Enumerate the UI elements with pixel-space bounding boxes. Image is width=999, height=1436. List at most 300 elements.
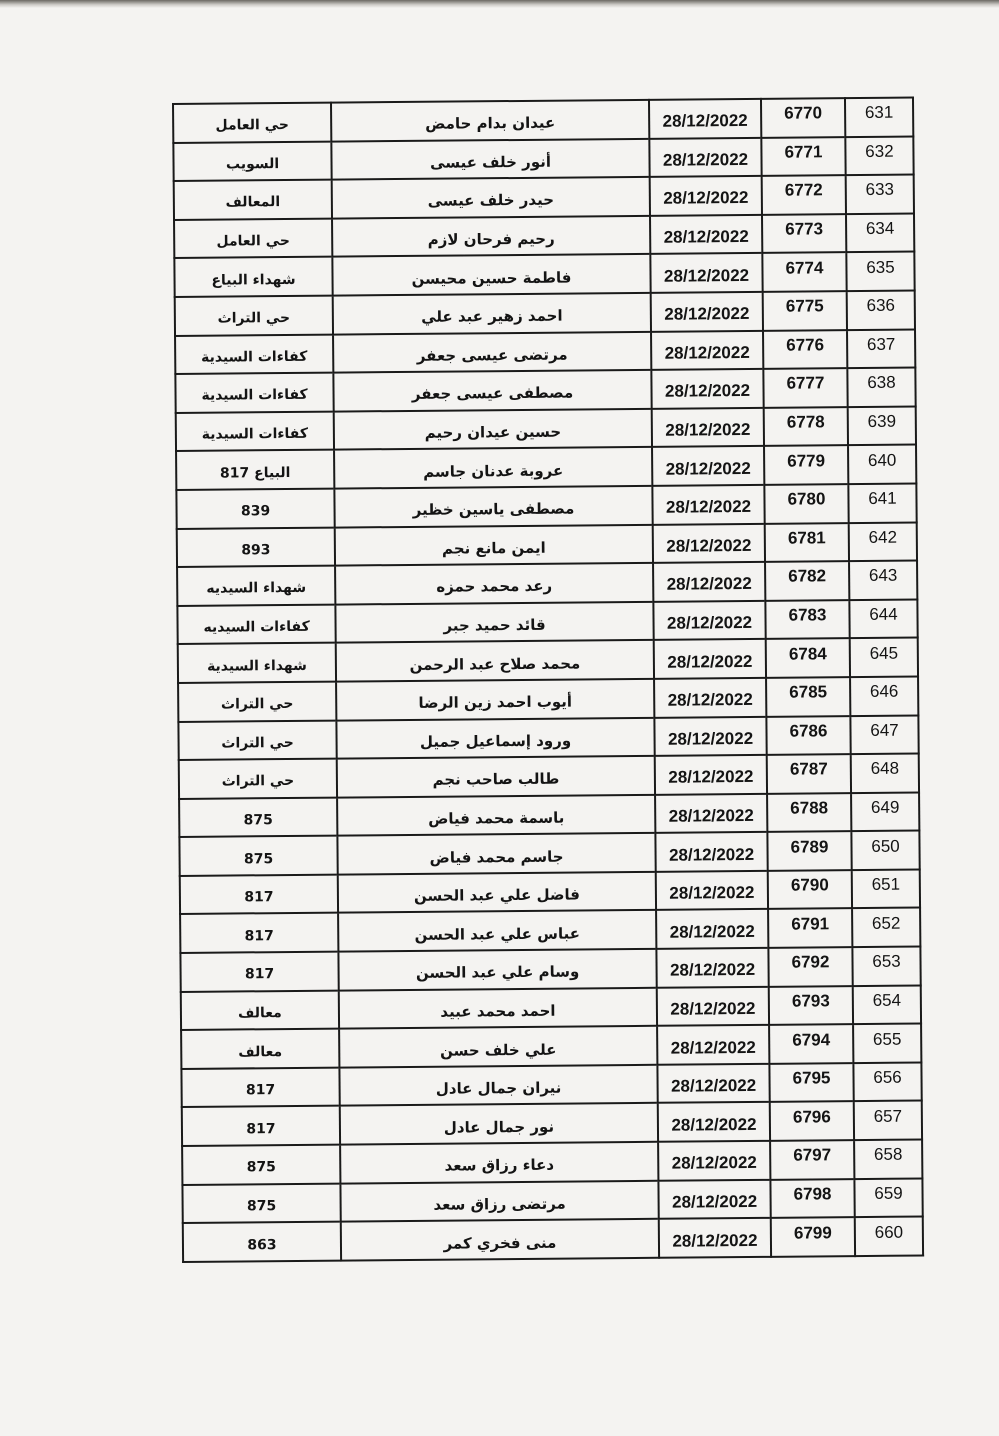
record-number-cell-text: 6772: [784, 180, 823, 201]
date-cell: [655, 755, 767, 795]
date-cell-text: 28/12/2022: [664, 342, 750, 363]
serial-number-cell-text: 652: [871, 913, 901, 933]
date-cell-text: 28/12/2022: [670, 998, 756, 1019]
record-number-cell-text: 6790: [790, 875, 829, 895]
full-name-cell: [339, 987, 657, 1028]
record-number-cell-text: 6786: [789, 721, 828, 741]
full-name-cell-text: حيدر خلف عيسى: [427, 191, 555, 211]
date-cell-text: 28/12/2022: [663, 188, 749, 209]
record-number-cell-text: 6795: [792, 1068, 831, 1088]
full-name-cell-text: احمد زهير عبد علي: [421, 306, 563, 327]
serial-number-cell-text: 644: [869, 604, 898, 624]
full-name-cell-text: نور جمال عادل: [443, 1117, 555, 1137]
record-number-cell-text: 6797: [793, 1145, 832, 1165]
date-cell: [658, 1179, 770, 1219]
serial-number-cell: [849, 561, 917, 600]
date-cell-text: 28/12/2022: [671, 1191, 758, 1212]
page-top-edge-shadow: [0, 0, 999, 8]
table-row: [177, 561, 917, 606]
full-name-cell-text: ورود إسماعيل جميل: [419, 731, 572, 751]
date-cell: [656, 871, 768, 911]
date-cell: [654, 639, 766, 679]
serial-number-cell: [847, 329, 915, 368]
record-number-cell: [763, 368, 847, 407]
date-cell-text: 28/12/2022: [665, 420, 751, 440]
full-name-cell: [334, 409, 652, 450]
serial-number-cell: [854, 1140, 922, 1179]
location-cell: [182, 1183, 340, 1223]
table-row: [179, 792, 919, 837]
record-number-cell-text: 6774: [785, 257, 824, 278]
record-number-cell-text: 6799: [793, 1222, 832, 1243]
location-cell: [182, 1145, 340, 1185]
full-name-cell: [333, 331, 651, 372]
table-row: [175, 368, 915, 413]
date-cell: [653, 562, 765, 602]
record-number-cell: [769, 1063, 853, 1102]
record-number-cell: [767, 754, 851, 793]
location-cell: [179, 836, 337, 876]
full-name-cell-text: وسام علي عبد الحسن: [415, 962, 580, 983]
document-sheet: [172, 97, 917, 1325]
full-name-cell-text: دعاء رزاق سعد: [444, 1156, 555, 1175]
record-number-cell: [770, 1179, 854, 1218]
full-name-cell: [332, 177, 650, 218]
location-cell-text: كفاءات السيدية: [201, 387, 308, 405]
serial-number-cell: [845, 98, 913, 137]
location-cell-text: حي العامل: [215, 117, 290, 134]
date-cell-text: 28/12/2022: [667, 728, 754, 749]
full-name-cell: [338, 910, 656, 951]
location-cell: [176, 450, 334, 490]
full-name-cell: [337, 756, 655, 797]
full-name-cell-text: عروبة عدنان جاسم: [423, 461, 564, 481]
serial-number-cell: [853, 985, 921, 1024]
table-row: [175, 329, 915, 374]
table-row: [174, 213, 914, 258]
record-number-cell: [765, 561, 849, 600]
serial-number-cell-text: 636: [866, 295, 896, 316]
table-row: [175, 290, 915, 335]
full-name-cell: [336, 640, 654, 681]
record-number-cell-text: 6773: [785, 219, 824, 239]
full-name-cell-text: ايمن مانع نجم: [441, 538, 546, 558]
table-row: [181, 985, 921, 1030]
location-cell-text: شهداء السيديه: [206, 580, 307, 598]
date-cell: [650, 176, 762, 216]
record-number-cell-text: 6782: [788, 566, 827, 587]
full-name-cell: [339, 1065, 657, 1106]
serial-number-cell-text: 632: [865, 141, 894, 161]
date-cell: [649, 99, 761, 139]
date-cell: [658, 1102, 770, 1142]
location-cell: [175, 373, 333, 413]
date-cell-text: 28/12/2022: [672, 1230, 758, 1251]
location-cell: [173, 141, 331, 181]
record-number-cell: [768, 870, 852, 909]
record-number-cell-text: 6793: [791, 991, 830, 1011]
record-number-cell-text: 6779: [787, 450, 826, 471]
serial-number-cell: [850, 715, 918, 754]
serial-number-cell-text: 660: [874, 1222, 904, 1242]
record-number-cell-text: 6789: [790, 836, 829, 857]
date-cell-text: 28/12/2022: [668, 844, 755, 865]
date-cell: [657, 1025, 769, 1065]
date-cell: [652, 446, 764, 486]
location-cell: [179, 759, 337, 799]
serial-number-cell-text: 641: [868, 488, 897, 509]
location-cell: [174, 257, 332, 297]
full-name-cell-text: رحيم فرحان لازم: [427, 229, 555, 249]
serial-number-cell: [853, 1062, 921, 1101]
location-cell-text: المعالف: [225, 194, 281, 212]
table-row: [182, 1140, 922, 1185]
serial-number-cell-text: 645: [869, 643, 899, 663]
location-cell-text: 817: [244, 889, 274, 906]
date-cell: [657, 986, 769, 1026]
record-number-cell: [767, 831, 851, 870]
serial-number-cell-text: 637: [866, 334, 896, 354]
serial-number-cell: [852, 908, 920, 947]
date-cell: [651, 330, 763, 370]
table-row: [176, 445, 916, 490]
full-name-cell: [333, 370, 651, 411]
location-cell-text: 863: [247, 1236, 277, 1253]
full-name-cell-text: جاسم محمد فياض: [429, 847, 564, 867]
full-name-cell-text: مصطفى ياسين خظير: [412, 499, 575, 520]
serial-number-cell-text: 638: [867, 373, 896, 393]
record-number-cell-text: 6778: [786, 412, 825, 432]
date-cell-text: 28/12/2022: [670, 1076, 757, 1096]
full-name-cell-text: مرتضى عيسى جعفر: [416, 345, 568, 365]
table-row: [174, 252, 914, 297]
location-cell-text: 893: [241, 541, 271, 559]
serial-number-cell-text: 654: [872, 990, 902, 1010]
record-number-cell: [766, 716, 850, 755]
record-number-cell-text: 6798: [793, 1184, 832, 1204]
serial-number-cell: [849, 599, 917, 638]
date-cell: [655, 794, 767, 834]
record-number-cell-text: 6785: [789, 682, 828, 702]
date-cell-text: 28/12/2022: [664, 304, 750, 324]
location-cell: [175, 334, 333, 374]
date-cell-text: 28/12/2022: [671, 1114, 757, 1135]
serial-number-cell: [849, 522, 917, 561]
full-name-cell-text: قائد حميد جبر: [443, 615, 546, 635]
serial-number-cell: [847, 368, 915, 407]
record-number-cell: [768, 947, 852, 986]
full-name-cell-text: فاطمة حسين محيسن: [411, 268, 572, 288]
serial-number-cell-text: 631: [864, 103, 894, 123]
full-name-cell: [336, 717, 654, 758]
location-cell-text: معالف: [238, 1043, 283, 1061]
serial-number-cell-text: 650: [871, 836, 900, 856]
record-number-cell-text: 6776: [786, 335, 825, 355]
full-name-cell-text: رعد محمد حمزه: [436, 577, 553, 597]
date-cell: [653, 523, 765, 563]
location-cell: [178, 720, 336, 760]
location-cell-text: حي التراث: [221, 734, 294, 752]
full-name-cell: [335, 602, 653, 643]
serial-number-cell: [845, 136, 913, 175]
date-cell-text: 28/12/2022: [666, 535, 752, 556]
location-cell: [177, 527, 335, 567]
date-cell: [653, 601, 765, 641]
table-row: [180, 947, 920, 992]
location-cell-text: السويب: [225, 155, 280, 173]
serial-number-cell-text: 640: [867, 450, 897, 470]
location-cell: [180, 913, 338, 953]
full-name-cell: [338, 872, 656, 913]
location-cell-text: معالف: [237, 1005, 282, 1022]
date-cell: [652, 408, 764, 448]
record-number-cell: [771, 1217, 855, 1256]
location-cell: [179, 797, 337, 837]
table-row: [182, 1178, 922, 1223]
full-name-cell: [338, 949, 656, 990]
record-number-cell-text: 6770: [784, 103, 823, 123]
date-cell: [654, 678, 766, 718]
date-cell-text: 28/12/2022: [669, 960, 756, 981]
table-row: [182, 1101, 922, 1146]
serial-number-cell: [848, 483, 916, 522]
date-cell: [655, 832, 767, 872]
location-cell-text: 817: [245, 1082, 276, 1099]
records-table: [172, 97, 924, 1263]
full-name-cell: [335, 524, 653, 565]
serial-number-cell-text: 651: [871, 874, 901, 895]
location-cell: [182, 1106, 340, 1146]
date-cell-text: 28/12/2022: [669, 921, 755, 942]
date-cell: [651, 292, 763, 332]
location-cell: [183, 1222, 341, 1262]
location-cell-text: شهداء السيدية: [206, 657, 307, 675]
location-cell-text: 817: [246, 1120, 276, 1138]
date-cell-text: 28/12/2022: [668, 805, 754, 826]
full-name-cell: [332, 254, 650, 295]
full-name-cell-text: باسمة محمد فياض: [428, 808, 565, 828]
serial-number-cell: [854, 1178, 922, 1217]
record-number-cell: [769, 986, 853, 1025]
full-name-cell: [340, 1142, 658, 1183]
serial-number-cell-text: 634: [865, 218, 895, 239]
full-name-cell-text: علي خلف حسن: [440, 1040, 557, 1060]
full-name-cell-text: احمد محمد عبيد: [440, 1001, 556, 1021]
full-name-cell: [332, 216, 650, 257]
serial-number-cell: [850, 676, 918, 715]
serial-number-cell-text: 635: [866, 257, 895, 277]
date-cell-text: 28/12/2022: [662, 111, 748, 132]
date-cell: [654, 716, 766, 756]
table-row: [180, 908, 920, 953]
serial-number-cell-text: 649: [870, 797, 900, 817]
record-number-cell: [763, 330, 847, 369]
location-cell: [178, 643, 336, 683]
serial-number-cell: [853, 1024, 921, 1063]
full-name-cell: [335, 563, 653, 604]
record-number-cell: [763, 291, 847, 330]
location-cell-text: كفاءات السيديه: [203, 618, 310, 636]
table-row: [173, 136, 913, 181]
location-cell-text: حي التراث: [221, 773, 295, 790]
date-cell-text: 28/12/2022: [668, 767, 754, 788]
record-number-cell-text: 6777: [786, 373, 825, 394]
table-row: [176, 483, 916, 528]
location-cell: [174, 218, 332, 258]
date-cell: [656, 909, 768, 949]
record-number-cell-text: 6791: [791, 914, 830, 934]
date-cell-text: 28/12/2022: [663, 265, 750, 286]
record-number-cell: [762, 252, 846, 291]
full-name-cell: [337, 794, 655, 835]
table-row: [177, 522, 917, 567]
table-row: [179, 754, 919, 799]
record-number-cell: [765, 600, 849, 639]
location-cell-text: 839: [240, 503, 271, 520]
serial-number-cell: [851, 792, 919, 831]
record-number-cell: [766, 638, 850, 677]
serial-number-cell-text: 648: [870, 759, 900, 779]
table-row: [181, 1024, 921, 1069]
serial-number-cell: [846, 213, 914, 252]
serial-number-cell: [851, 754, 919, 793]
date-cell: [650, 215, 762, 255]
location-cell-text: 875: [243, 850, 274, 867]
record-number-cell-text: 6781: [787, 528, 826, 548]
location-cell-text: كفاءات السيدية: [201, 348, 308, 366]
table-row: [176, 406, 916, 451]
table-row: [181, 1062, 921, 1107]
full-name-cell-text: عيدان بدام حامض: [425, 113, 556, 134]
location-cell: [177, 566, 335, 606]
record-number-cell-text: 6775: [785, 296, 824, 316]
date-cell: [651, 369, 763, 409]
full-name-cell-text: مصطفى عيسى جعفر: [411, 383, 574, 404]
record-number-cell-text: 6788: [790, 798, 829, 818]
location-cell-text: شهداء البياع: [211, 271, 296, 289]
full-name-cell: [334, 447, 652, 488]
full-name-cell-text: عباس علي عبد الحسن: [414, 924, 580, 944]
full-name-cell: [339, 1026, 657, 1067]
date-cell-text: 28/12/2022: [665, 497, 752, 517]
record-number-cell-text: 6771: [784, 142, 823, 162]
serial-number-cell-text: 633: [865, 180, 895, 200]
location-cell-text: 817: [244, 966, 275, 983]
serial-number-cell-text: 643: [868, 566, 898, 586]
location-cell: [180, 874, 338, 914]
record-number-cell: [764, 445, 848, 484]
date-cell-text: 28/12/2022: [671, 1153, 757, 1174]
date-cell: [657, 1064, 769, 1104]
date-cell: [649, 137, 761, 177]
date-cell-text: 28/12/2022: [666, 612, 753, 633]
serial-number-cell-text: 656: [873, 1067, 902, 1088]
location-cell-text: 875: [246, 1159, 276, 1176]
full-name-cell: [334, 486, 652, 527]
location-cell-text: حي العامل: [216, 233, 291, 250]
location-cell-text: 875: [246, 1198, 277, 1215]
table-row: [178, 676, 918, 721]
serial-number-cell: [848, 406, 916, 445]
full-name-cell-text: أنور خلف عيسى: [430, 152, 552, 172]
serial-number-cell-text: 642: [868, 527, 898, 547]
full-name-cell-text: محمد صلاح عبد الرحمن: [409, 654, 581, 674]
serial-number-cell: [846, 252, 914, 291]
serial-number-cell: [848, 445, 916, 484]
full-name-cell-text: طالب صاحب نجم: [432, 770, 560, 790]
full-name-cell: [341, 1219, 659, 1260]
location-cell-text: البياع 817: [219, 464, 291, 482]
location-cell-text: كفاءات السيدية: [201, 425, 309, 443]
full-name-cell: [337, 833, 655, 874]
location-cell: [176, 489, 334, 529]
date-cell-text: 28/12/2022: [667, 690, 753, 710]
full-name-cell-text: نيران جمال عادل: [435, 1078, 562, 1098]
date-cell: [659, 1218, 771, 1258]
date-cell-text: 28/12/2022: [663, 227, 749, 247]
location-cell: [174, 180, 332, 220]
location-cell: [175, 296, 333, 336]
serial-number-cell: [847, 290, 915, 329]
serial-number-cell-text: 655: [872, 1029, 902, 1049]
table-row: [179, 831, 919, 876]
date-cell: [652, 485, 764, 525]
record-number-cell-text: 6784: [788, 643, 827, 664]
table-row: [183, 1217, 923, 1262]
serial-number-cell: [852, 947, 920, 986]
serial-number-cell-text: 659: [874, 1183, 903, 1203]
record-number-cell: [761, 137, 845, 176]
location-cell: [181, 990, 339, 1030]
record-number-cell-text: 6796: [792, 1107, 831, 1127]
location-cell: [178, 681, 336, 721]
serial-number-cell-text: 646: [869, 681, 899, 702]
table-row: [177, 599, 917, 644]
record-number-cell: [762, 214, 846, 253]
location-cell: [173, 103, 331, 143]
record-number-cell-text: 6794: [792, 1029, 831, 1050]
date-cell: [650, 253, 762, 293]
table-row: [178, 638, 918, 683]
record-number-cell-text: 6792: [791, 952, 830, 972]
serial-number-cell: [851, 831, 919, 870]
full-name-cell: [340, 1103, 658, 1144]
full-name-cell: [331, 138, 649, 179]
location-cell-text: حي التراث: [220, 696, 294, 713]
date-cell-text: 28/12/2022: [667, 651, 753, 672]
serial-number-cell-text: 653: [872, 952, 901, 972]
full-name-cell-text: حسين عيدان رحيم: [424, 422, 562, 442]
full-name-cell-text: مرتضى رزاق سعد: [433, 1194, 566, 1214]
full-name-cell-text: منى فخري كمر: [443, 1233, 557, 1253]
serial-number-cell-text: 658: [873, 1144, 903, 1165]
record-number-cell: [769, 1024, 853, 1063]
full-name-cell-text: فاضل علي عبد الحسن: [413, 885, 580, 906]
table-row: [178, 715, 918, 760]
table-row: [173, 98, 913, 143]
location-cell: [181, 1029, 339, 1069]
serial-number-cell-text: 647: [870, 720, 899, 740]
record-number-cell: [761, 98, 845, 137]
serial-number-cell-text: 657: [873, 1106, 903, 1126]
date-cell-text: 28/12/2022: [670, 1037, 756, 1058]
record-number-cell: [764, 407, 848, 446]
date-cell-text: 28/12/2022: [662, 149, 749, 170]
full-name-cell: [333, 293, 651, 334]
date-cell: [656, 948, 768, 988]
full-name-cell: [340, 1180, 658, 1221]
record-number-cell-text: 6780: [787, 489, 826, 509]
